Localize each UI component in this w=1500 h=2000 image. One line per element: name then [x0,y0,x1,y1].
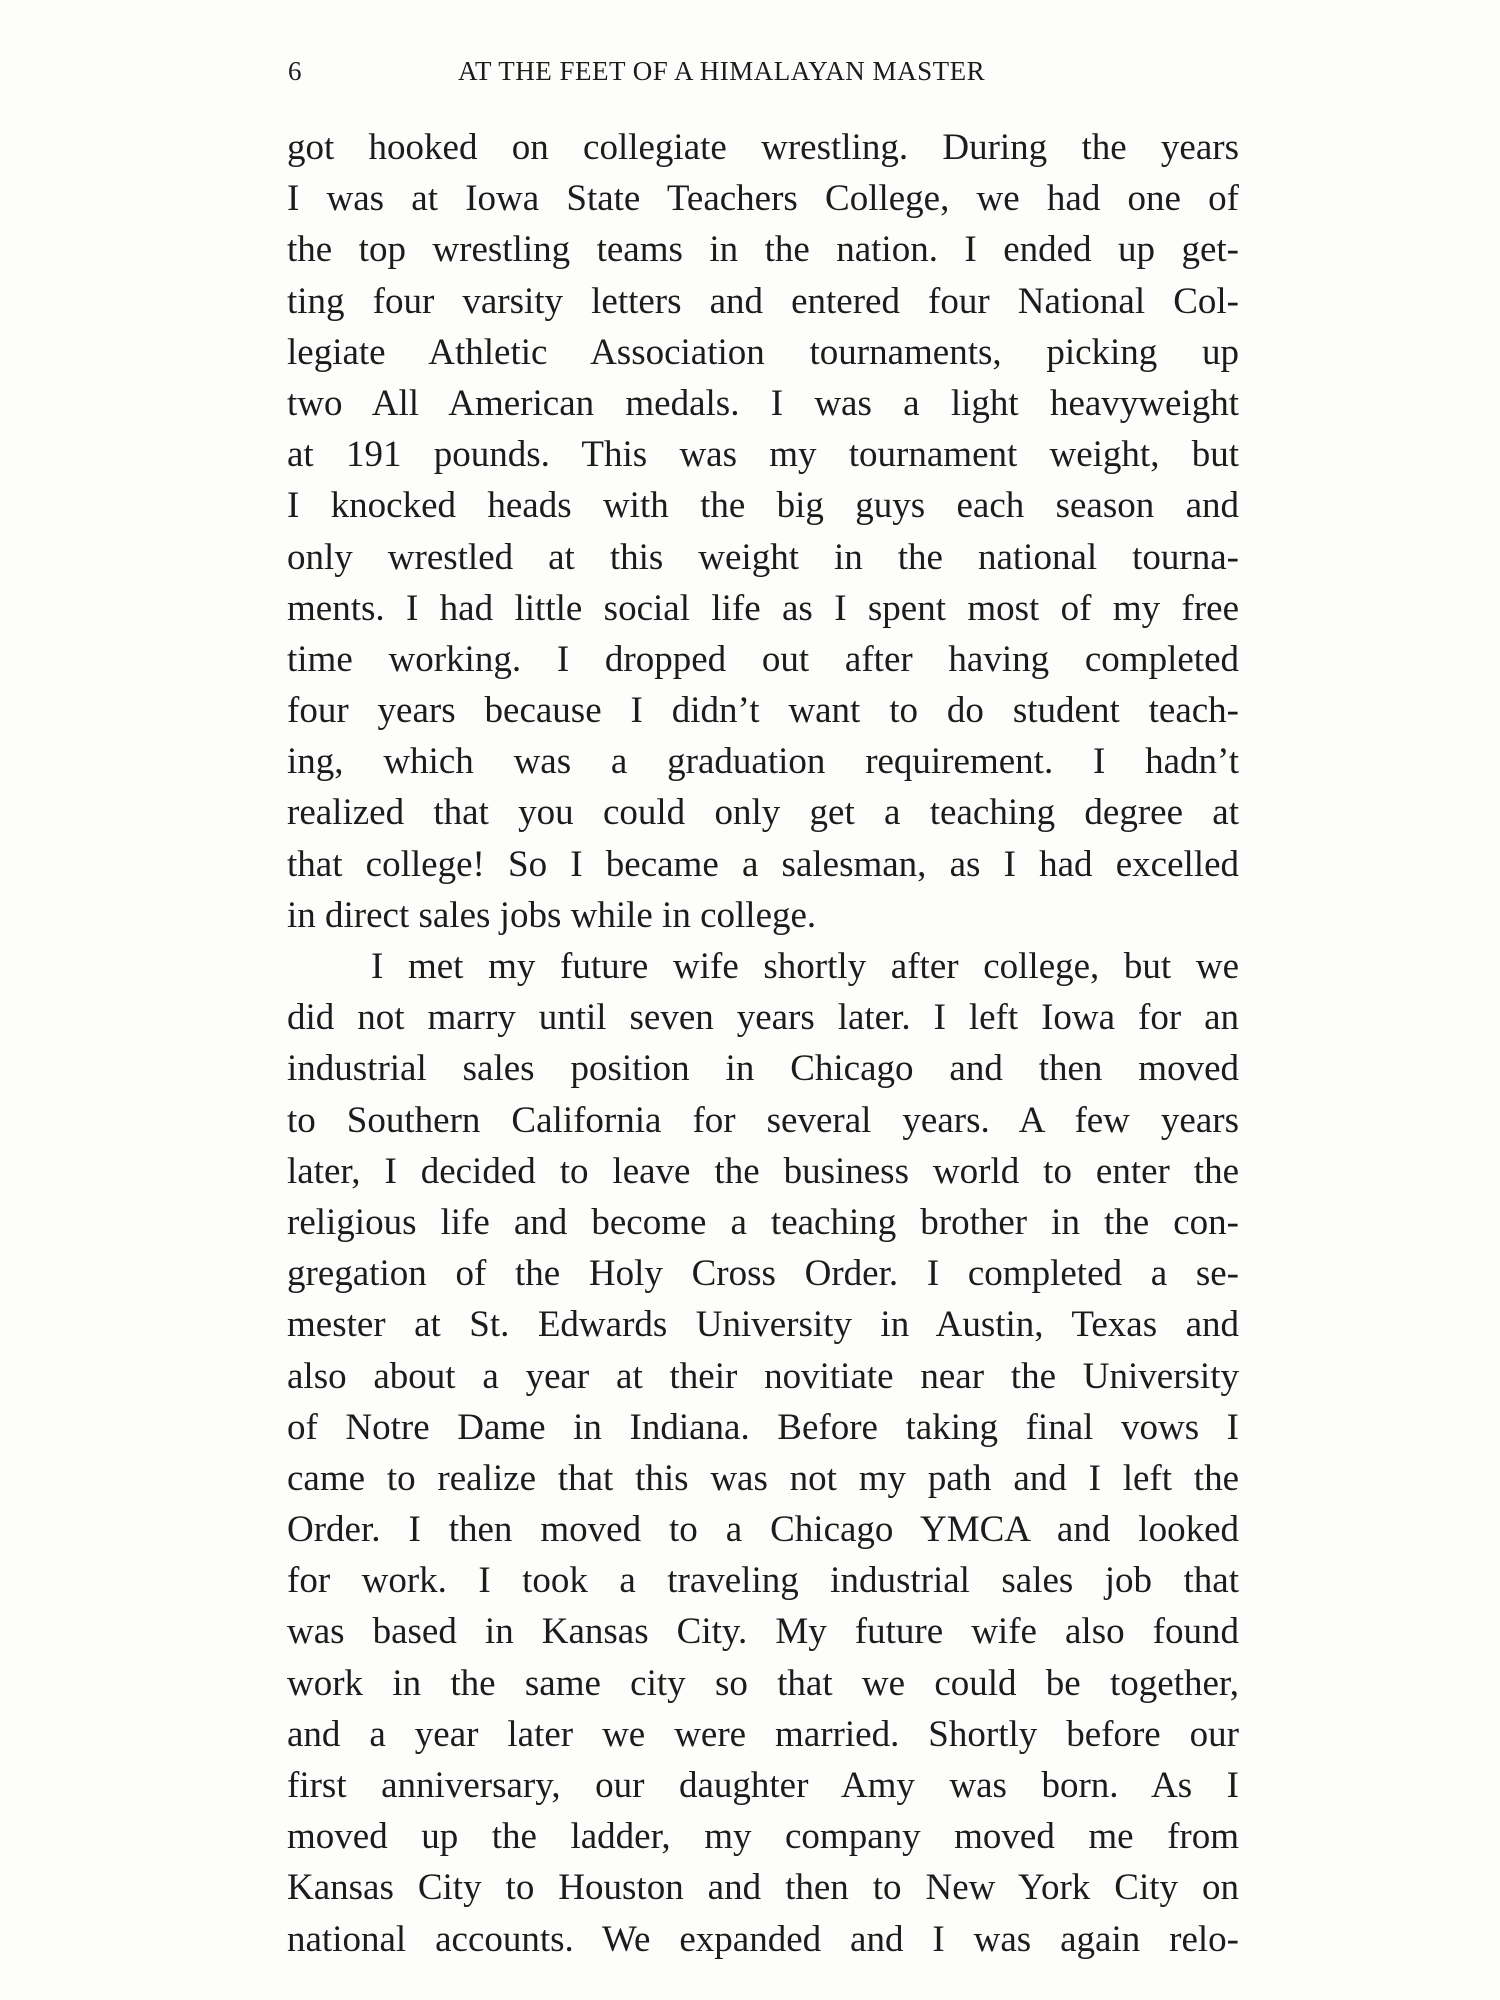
text-line: ting four varsity letters and entered four National Col- [287,280,1239,322]
text-line: later, I decided to leave the business world to enter the [287,1150,1239,1192]
text-line: for work. I took a traveling industrial sales job that [287,1560,1239,1602]
text-line: at 191 pounds. This was my tournament weight, but [287,434,1239,476]
text-line: moved up the ladder, my company moved me from [287,1816,1239,1858]
page-number: 6 [288,56,302,86]
text-line: the top wrestling teams in the nation. I ended up get- [287,229,1239,271]
text-line: I knocked heads with the big guys each season and [287,485,1239,527]
text-line: came to realize that this was not my path and I left the [287,1457,1239,1499]
text-line: Order. I then moved to a Chicago YMCA and looked [287,1509,1239,1551]
body-text [287,122,1239,1965]
text-line: mester at St. Edwards University in Austin, Texas and [287,1304,1239,1346]
text-line: national accounts. We expanded and I was again relo- [287,1918,1239,1960]
text-line: that college! So I became a salesman, as I had excelled [287,843,1239,885]
text-line: legiate Athletic Association tournaments, picking up [287,331,1239,373]
text-line: only wrestled at this weight in the national tourna- [287,536,1239,578]
text-line: also about a year at their novitiate near the University [287,1355,1239,1397]
text-line: work in the same city so that we could be together, [287,1662,1239,1704]
text-line: got hooked on collegiate wrestling. During the years [287,127,1239,168]
text-line: four years because I didn’t want to do student teach- [287,690,1239,732]
text-line: in direct sales jobs while in college. [287,894,817,936]
text-line: gregation of the Holy Cross Order. I completed a se- [287,1253,1239,1295]
text-line: I met my future wife shortly after college, but we [371,946,1239,987]
text-line: time working. I dropped out after having completed [287,638,1239,680]
text-line: I was at Iowa State Teachers College, we had one of [287,178,1239,220]
text-line: Kansas City to Houston and then to New York City on [287,1867,1239,1909]
text-line: did not marry until seven years later. I left Iowa for an [287,997,1239,1039]
text-line: realized that you could only get a teaching degree at [287,792,1239,834]
book-title: AT THE FEET OF A HIMALAYAN MASTER [458,56,986,86]
paragraph [287,122,1239,941]
text-line: of Notre Dame in Indiana. Before taking final vows I [287,1406,1239,1448]
text-line: to Southern California for several years. A few years [287,1099,1239,1141]
paragraph [287,941,1239,1965]
text-line: ments. I had little social life as I spent most of my free [287,587,1239,629]
text-line: religious life and become a teaching brother in the con- [287,1201,1239,1243]
running-head [288,56,1238,96]
text-line: was based in Kansas City. My future wife also found [287,1611,1239,1653]
text-line: two All American medals. I was a light heavyweight [287,382,1239,424]
text-line: industrial sales position in Chicago and then moved [287,1048,1239,1090]
text-line: first anniversary, our daughter Amy was born. As I [287,1765,1239,1806]
text-line: and a year later we were married. Shortly before our [287,1713,1239,1755]
text-line: ing, which was a graduation requirement. I hadn’t [287,741,1239,783]
